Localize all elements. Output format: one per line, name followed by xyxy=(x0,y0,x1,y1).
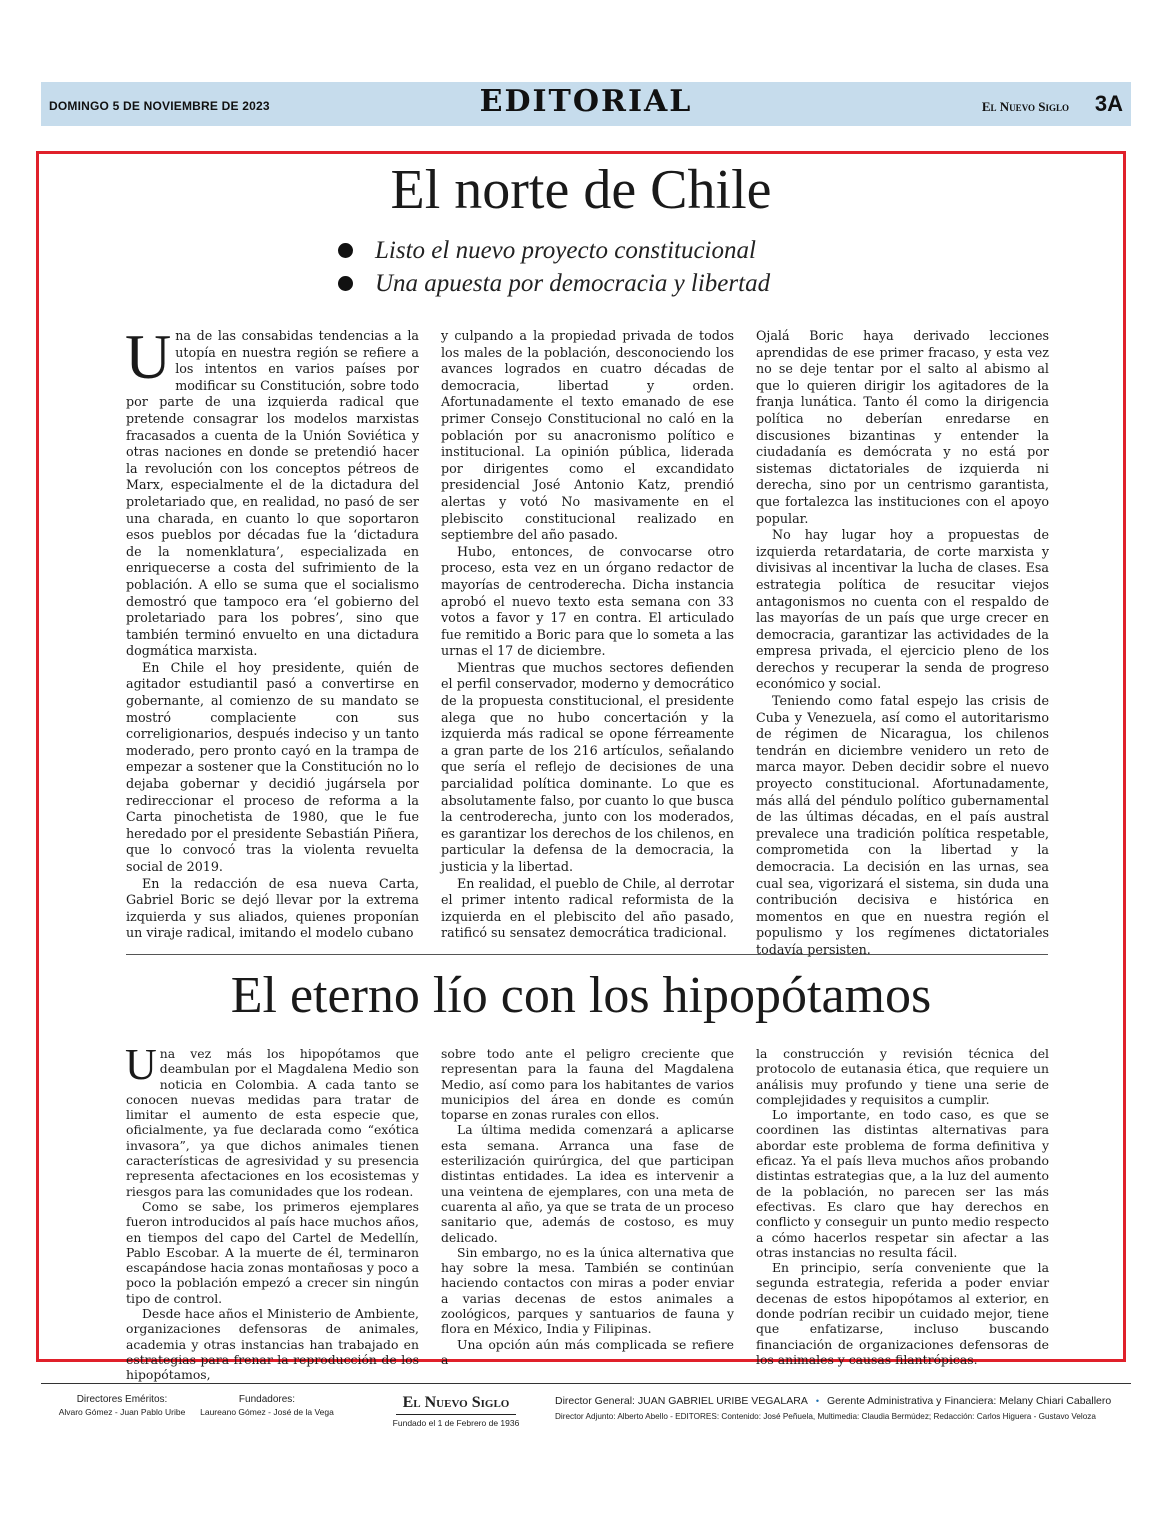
paragraph xyxy=(125,321,419,660)
section-title: EDITORIAL xyxy=(479,84,693,119)
paragraph: Como se sabe, los primeros ejemplares fueron introducidos al país hace muchos años, en tiempos del capo del Cartel de Medellín, Pablo Escobar. A la muerte de él, terminaron escapándose hacia zonas montañosas y poco a poco la población empezó a crecer sin ningún tipo de control. xyxy=(126,1198,419,1306)
separator-icon: • xyxy=(815,1396,820,1406)
newspaper-brand: El Nuevo Siglo xyxy=(981,99,1069,114)
paragraph-text: na vez más los hipopótamos que deambulan por el Magdalena Medio son noticia en Colombia. A cada tanto se conocen nuevas medidas para tratar de limitar el aumento de esta especie que, oficialmente, ya fue declarada como “exótica invasora”, ya que dichos animales tienen características de agresividad y su presencia representa afectaciones en los ecosistemas y riesgos para las comunidades que los rodean. xyxy=(126,1046,419,1199)
drop-cap: U xyxy=(125,321,172,392)
paragraph: En principio, sería conveniente que la segunda estrategia, referida a poder enviar decenas de estos hipopótamos al exterior, en donde podrían recibir un cuidado mejor, tiene que enfatizarse, incluso buscando financiación de organizaciones defensoras de los animales y causas filantrópicas. xyxy=(756,1260,1049,1367)
page-number: 3A xyxy=(1094,91,1123,116)
paragraph: la construcción y revisión técnica del protocolo de eutanasia ética, que requiere un análisis muy profundo y tiene una serie de complejidades y requisitos a cumplir. xyxy=(756,1046,1049,1107)
paragraph: La última medida comenzará a aplicarse esta semana. Arranca una fase de esterilización quirúrgica, del que participan distintas entidades. La idea es intervenir a una veintena de ejemplares, con una meta de cuarenta al año, ya que se trata de un proceso sanitario que, además de costoso, es muy delicado. xyxy=(441,1122,734,1245)
founders-block xyxy=(198,1393,336,1419)
article-divider xyxy=(126,954,1048,955)
article-1-subheads xyxy=(338,234,898,300)
footer-brand-logo: El Nuevo Siglo xyxy=(402,1394,510,1411)
article-1-column xyxy=(441,328,734,959)
staff-block xyxy=(555,1393,1131,1425)
paragraph: Ojalá Boric haya derivado lecciones aprendidas de ese primer fracaso, y esta vez no se deje tentar por el salto al abismo al que lo quieren dirigir los agitadores de la franja lunática. Tanto él como la dirigencia política no deberían enredarse en discusiones bizantinas y entender la ciudadanía es demócrata y no está por sistemas dictatoriales de izquierda ni derecha, sino por un centrismo garantista, que fortalezca las instituciones con el apoyo popular. xyxy=(756,328,1049,526)
paragraph: No hay lugar hoy a propuestas de izquierda retardataria, de corte marxista y divisivas al incentivar la lucha de clases. Esa estrategia política de resucitar viejos antagonismos no cuenta con el respaldo de las mayorías de un país que urge crecer en democracia, garantizar las actividades de la empresa privada, el ejercicio pleno de los derechos y recuperar la senda de progreso económico y social. xyxy=(756,527,1049,692)
founded-date: Fundado el 1 de Febrero de 1936 xyxy=(392,1418,520,1428)
bullet-icon xyxy=(338,243,353,258)
subhead-item xyxy=(338,234,898,267)
paragraph: Teniendo como fatal espejo las crisis de Cuba y Venezuela, así como el autoritarismo de régimen de Nicaragua, los chilenos tendrán en diciembre venidero un reto de marca mayor. Deben decidir sobre el nuevo proyecto constitucional. Afortunadamente, más allá del péndulo político gubernamental de las últimas décadas, en el país austral prevalece una tradición política respetable, comprometida con la libertad y la democracia. La decisión en las urnas, sea cual sea, vigorizará el sistema, sin duda una contribución decisiva e histórica en momentos en que en nuestra región el populismo y los regímenes dictatoriales todavía persisten. xyxy=(756,693,1049,957)
paragraph: Sin embargo, no es la única alternativa que hay sobre la mesa. También se continúan haciendo contactos con miras a poder enviar a varias decenas de estos animales a zoológicos, parques y santuarios de fauna y flora en México, India y Filipinas. xyxy=(441,1244,734,1337)
article-1-title: El norte de Chile xyxy=(390,159,772,221)
paragraph: Hubo, entonces, de convocarse otro proceso, esta vez en un órgano redactor de mayorías de centroderecha. Dicha instancia aprobó el nuevo texto esta semana con 33 votos a favor y 17 en contra. El articulado fue remitido a Boric para que lo someta a las urnas el 17 de diciembre. xyxy=(441,543,734,659)
article-1-column xyxy=(756,328,1049,959)
article-2-title: El eterno lío con los hipopótamos xyxy=(230,967,932,1024)
paragraph: En realidad, el pueblo de Chile, al derrotar el primer intento radical reformista de la izquierda en el plebiscito del año pasado, ratificó su sensatez democrática tradicional. xyxy=(441,875,734,941)
drop-cap: U xyxy=(125,1040,157,1089)
article-1-column xyxy=(125,321,419,959)
paragraph-text: na de las consabidas tendencias a la utopía en nuestra región se refiere a los intentos en varios países por modificar su Constitución, sobre todo por parte de una izquierda radical que pretende consagrar los modelos marxistas fracasados a cuenta de la Unión Soviética y otras naciones en donde se pretendió hacer la revolución con los conceptos pétreos de Marx, especialmente el de la dictadura del proletariado que, en realidad, no pasó de ser una charada, en cuanto lo que soportaron esos pueblos por décadas fue la ‘dictadura de la nomenklatura’, especializada en enriquecerse a costa del sufrimiento de la población. A ello se suma que el socialismo demostró que tampoco era ‘el gobierno del proletariado para los pobres’, sino que también terminó envuelto en una dictadura dogmática marxista. xyxy=(126,328,419,659)
founders-names: Laureano Gómez - José de la Vega xyxy=(200,1407,334,1417)
paragraph: Mientras que muchos sectores defienden el perfil conservador, moderno y democrático de la propuesta constitucional, el presidente alega que no hubo concertación y la izquierda más radical se opone férreamente a gran parte de los 216 artículos, señalando que sería el reflejo de decisiones de una parcialidad política dominante. Lo que es absolutamente falso, por cuanto lo que busca la centroderecha, junto con los moderados, es garantizar los derechos de los chilenos, en particular la defensa de la democracia, la justicia y la libertad. xyxy=(441,659,734,874)
paragraph: sobre todo ante el peligro creciente que representan para la fauna del Magdalena Medio, así como para los habitantes de varios municipios del área en donde es común toparse en zonas rurales con ellos. xyxy=(441,1046,734,1123)
paragraph: En Chile el hoy presidente, quién de agitador estudiantil pasó a convertirse en gobernante, al comienzo de su mandato se mostró complaciente con sus correligionarios, después indeciso y un tanto moderado, pero pronto cayó en la trampa de empezar a sostener que la Constitución no lo dejaba gobernar y decidió jugársela por redireccionar el proceso de reforma a la Carta pinochetista de 1980, que le fue heredado por el presidente Sebastián Piñera, que lo convocó tras la violenta revuelta social de 2019. xyxy=(126,659,419,874)
director-general: Director General: JUAN GABRIEL URIBE VEGALARA xyxy=(555,1395,808,1407)
paragraph: Lo importante, en todo caso, es que se coordinen las distintas alternativas para abordar este problema de forma definitiva y eficaz. Ya el país lleva muchos años probando distintas estrategias que, a la luz del aumento de la población, no parecen ser las más efectivas. Es claro que hay derechos en conflicto y conseguir un punto medio respecto a cómo hacerlos respetar sin afectar a las otras instancias no resulta fácil. xyxy=(756,1107,1049,1260)
directors-names: Alvaro Gómez - Juan Pablo Uribe xyxy=(58,1407,186,1417)
staff-line-1 xyxy=(555,1393,1131,1409)
article-2-column xyxy=(756,1046,1049,1383)
issue-date: DOMINGO 5 DE NOVIEMBRE DE 2023 xyxy=(49,99,270,113)
footer-divider xyxy=(41,1383,1131,1384)
directors-label: Directores Eméritos: xyxy=(76,1394,168,1405)
footer-brand-rule xyxy=(396,1414,516,1415)
article-2-column xyxy=(441,1046,734,1383)
article-1-body xyxy=(125,321,1049,959)
founders-label: Fundadores: xyxy=(238,1394,296,1405)
subhead-text: Listo el nuevo proyecto constitucional xyxy=(375,237,756,264)
article-2-column xyxy=(125,1040,419,1383)
subhead-item xyxy=(338,267,898,300)
article-2-body xyxy=(125,1040,1049,1383)
bullet-icon xyxy=(338,276,353,291)
directors-block xyxy=(58,1393,186,1419)
paragraph: y culpando a la propiedad privada de todos los males de la población, desconociendo los avances logrados en cuatro décadas de democracia, libertad y orden. Afortunadamente el texto emanado de ese primer Consejo Constitucional no caló en la población por su anacronismo político e institucional. La opinión pública, liderada por dirigentes como el excandidato presidencial José Antonio Katz, prendió alertas y votó No masivamente en el plebiscito constitucional realizado en septiembre del año pasado. xyxy=(441,328,734,543)
gerente: Gerente Administrativa y Financiera: Melany Chiari Caballero xyxy=(827,1395,1112,1407)
footer-brand-block xyxy=(392,1393,520,1429)
subhead-text: Una apuesta por democracia y libertad xyxy=(375,270,771,297)
paragraph: En la redacción de esa nueva Carta, Gabriel Boric se dejó llevar por la extrema izquierda y sus aliados, quienes proponían un viraje radical, imitando el modelo cubano xyxy=(126,875,419,941)
staff-line-2: Director Adjunto: Alberto Abello - EDITORES: Contenido: José Peñuela, Multimedia: Claudia Bermúdez; Redacción: Carlos Higuera - Gustavo Veloza xyxy=(555,1412,1096,1421)
paragraph xyxy=(125,1040,419,1199)
paragraph: Desde hace años el Ministerio de Ambiente, organizaciones defensoras de animales, academia y otras instancias han trabajado en estrategias para frenar la reproducción de los hipopótamos, xyxy=(126,1306,419,1383)
page-header xyxy=(41,82,1131,126)
paragraph: Una opción aún más complicada se refiere a xyxy=(441,1336,734,1367)
